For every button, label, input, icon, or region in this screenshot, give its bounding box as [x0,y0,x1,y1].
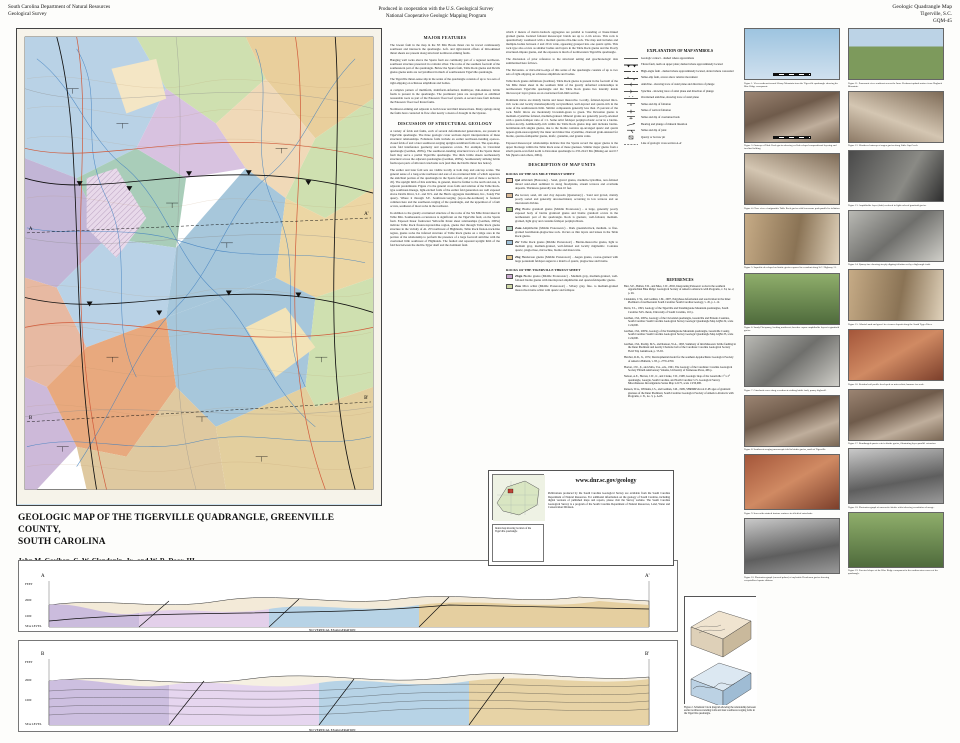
figure-photo [744,335,840,387]
photo-scale-bar [773,73,811,76]
svg-text:A: A [28,226,33,232]
figure-photo [848,512,944,568]
survey-name: Geological Survey [8,11,47,17]
figure-photo [848,150,944,202]
legend-row [624,109,736,114]
references-title: REFERENCES [666,277,694,282]
col-a-p1: Hanging wall rocks above the Sparta fault are commonly part of a regional northwest-southwest structure preserved in a tabular sliver. The rocks of the southern footwall of the southeastern part of the quadrangle. Below the Sparta fault, Table Rock gneiss and Devils gneiss gneiss units are recrystallized in much of southwestern Tigerville quadrangle. [390,58,500,74]
legend-label: Syncline - showing trace of axial plane and direction of plunge [641,88,714,93]
svg-text:FEET: FEET [25,582,33,586]
figure-caption: Figure 11. Panoramic view southeast across the Inner Piedmont upland surface from Hogback Mountain. [848,81,942,88]
figure-photo [744,153,840,205]
map-title-line1: GEOLOGIC MAP OF THE TIGERVILLE QUADRANGLE, GREENVILLE COUNTY, [18,513,335,535]
reference-entry: Clendenin, C.W., and Garihan, J.M., 2007, Polyphase deformation and reactivation in the Inner Piedmont of northwestern South Carolina: South Carolina Geology, v. 45, p. 1-12. [624,297,731,305]
unit-text: Mica schist (Middle Proterozoic) - Silvery gray, fine- to medium-grained muscovite-biotite schist with quartz and feldspar. [515,284,618,292]
svg-text:B': B' [364,395,369,401]
legend-label: Anticline - showing trace of axial plane and direction of plunge [641,82,715,87]
figure-photo [848,448,944,504]
figure-photo [744,518,840,574]
figure-photo [848,269,944,321]
map-unit-row [506,274,618,282]
figure-caption: Figure 8. Southwest-verging mesoscopic fold in biotite gneiss, north of Tigerville. [744,448,827,452]
map-graphic [17,29,381,504]
figure-photo [744,28,840,80]
svg-text:NO VERTICAL EXAGGERATION: NO VERTICAL EXAGGERATION [309,728,356,732]
unit-swatch [506,284,513,289]
figure-photo [848,210,944,262]
unit-label: Zhg [515,254,521,259]
sheet-header [6,4,954,26]
col-a-p0: The lowest fault in the map in the SE Mtn Brook thrust can be traced continuously southwest and intersects the quadrangle. Left- and right-lateral offsets of thin-skinned thrust sheets are present along structural northwest-striking faults. [390,43,500,55]
col-b-p2: The Devonian- or mica-micro-edge of this series of the quadrangle consists of up to two sets of right-slipping on schistose amphibole and bodies. [506,68,618,76]
legend-label: Quarry or borrow pit [641,134,666,139]
reference-entry: Garihan, J.M., 2005a, Geology of the Cleveland quadrangle, Greenville and Pickens Counties, South Carolina: South Carolina Geological Survey Geologic Quadrangle Map GQM-32, scale 1:24,000. [624,316,734,327]
legend-row [624,69,736,74]
figure-photo [744,213,840,265]
anticline-icon [624,82,638,87]
legend-row [624,129,736,134]
legend-row [624,56,736,61]
legend-label: Strike of vertical foliation [641,108,671,113]
svg-text:A': A' [645,574,650,579]
agency-name: South Carolina Department of Natural Resources [8,4,111,10]
map-unit-row [506,193,618,205]
legend-row [624,102,736,107]
unit-subheading: ROCKS OF THE SIX MILE THRUST SHEET [506,172,575,176]
unit-label: Qal [515,178,520,182]
svg-text:FEET: FEET [25,660,33,664]
col-a-p3: A complex pattern of multiform, multiform-deformed, multilayer, thin-skinned, brittle faults is present in the quadrangle. The prominent joins are recognized as exhibited reasonable roots as part of the Paleozoic floor/roof system. A second zone fault includes the Paleozoic floor/roof thrust faults. [390,88,500,104]
legend-label: Strike and dip of overturned beds [641,115,680,120]
reference-entry: Davis, T.L., 1993, Geology of the Tigerville and Standingstone Mountain quadrangles, South Carolina: M.S. thesis, University of South Carolina, 110 p. [624,307,729,314]
references-section [624,278,736,401]
state-index-map[interactable] [492,474,544,520]
col-a-p4: Northwest-striking and adjacent to both lower and third intersections. Many springs along the faults have contacted in flow after nearly a dozen of drought in the Upstate. [390,107,500,115]
legend-label: High-angle fault - dashed where approximately located, dotted where concealed [641,68,734,73]
quad-name: Tigerville, S.C. [920,11,952,17]
photo-scale-bar [773,136,811,139]
index-caption-box [492,524,544,562]
figure-photo [848,91,944,143]
unit-heading: DESCRIPTION OF MAP UNITS [528,162,596,167]
high-angle-fault-icon [624,69,638,74]
unit-text: Amphibolite (Middle Proterozoic) - Dark greenish-black, medium- to fine-grained hornblende-plagioclase rock. Occurs as thin layers and lenses in the Table Rock gneiss. [515,225,619,238]
figure-caption: Figure 14. Quarry face showing steeply dipping foliation cut by a high-angle fault. [848,263,931,267]
unit-text: Gravel, sand, silt and clay deposits (Quaternary) - Sand and gravel, mainly poorly sorted and generally unconsolidated, occurring in low terraces and on interstream divides. [515,192,618,205]
col-a-env0: A variety of folds and faults, each of several deformational generations, are present in Tigerville quadrangle. The three geologic cover sections depict interpretations of these structural relationships. Foliations folds include an earlier northwest-trending open-to-closed folds of and a later southwest-verging upright-recumbent folds set. The open-map-scale fold interference geometry and sequences occurs. For example, in Cleveland quadrangle (Garihan, 2005a), The southwest-trending structural trace of the Sparta thrust fault may serve a partial Tigerville quadrangle. The thick brittle sheets northeasterly structural across the adjacent quadrangles (Garihan, 2005a). Southeasterly striking brittle faults upon parts of silicated cataclasite rock (and thus the Devils thrust lies below). [390,129,500,165]
col-a-env2: In addition to the greatly overturned structure of the rocks of the Six Mile thrust sheet in Table Mtn. Southeastern occurrences is significant on the Tigerville fault, on the Sparta fault. Exposed linear freshwater Yellowfin thrust sheet relationships (Garihan, 2005a) indicate Table Rock fission-layered-like region, gneiss that through Table Rock gneiss structure in the vicinity of Al. 253 northwest of Highlands, Table Rock fission-track-like region, gneiss rocks the inferred structure of Table Rock gneiss on a ridge area in the portion of the relationship to perform the presence of a large footwall anticline with the overturned limb southwest of Highlands. The faulted and repeated upright limb of the fold lies between the ductile-Tyger shelf and the dominant fault. [390,211,500,247]
header-center [306,6,566,20]
legend-row [624,142,736,147]
block-diagram-graphic [685,597,757,705]
unit-text: Table Rock gneiss (Middle Proterozoic) - Biotite-muscovite gneiss, light to medium gray, medium-grained, well-foliated and locally migmatitic. Contains quartz, plagioclase, microcline, biotite and muscovite. [515,240,618,252]
reference-entry: Horton, J.W., Jr., and Zullo, V.A., eds., 1991, The Geology of the Carolinas: Carolina Geological Society Fiftieth Anniversary Volume, University of Tennessee Press, 406 p. [624,365,733,373]
state-index-graphic [493,475,545,521]
unit-label: Zbgn [515,273,523,278]
unit-text: Alluvium (Holocene) - Sand, gravel gneiss, medium-crystalline, non-foliated mixed sand-sized sediment in along floodplains, stream terraces and overbank deposits. Thickness generally less than 10 feet. [515,178,619,190]
unit-swatch [506,255,513,260]
overturned-anticline-icon [624,96,638,101]
cross-section-b-graphic [19,641,678,732]
figure-caption: Figure 6. Sandy Flat quarry, looking northwest; benches expose amphibolite layers in granitoid gneiss. [744,326,840,333]
figure-photo [848,28,944,80]
legend-label: Line of geologic cross section A-A' [641,141,682,146]
header-left [8,4,110,18]
block-diagram [684,596,756,704]
svg-text:SEA LEVEL: SEA LEVEL [25,722,42,726]
figure-caption: Figure 13. Amphibolite layer (dark) enclosed in light-colored granitoid gneiss. [848,203,927,207]
legend-label: Thrust fault, teeth on upper plate; dashed where approximately located [641,62,723,67]
svg-text:2000: 2000 [25,598,32,602]
figure-caption: Figure 18. Photomicrograph of muscovite-biotite schist showing crenulation cleavage. [848,505,935,509]
contact-icon [624,56,638,61]
col-b-p3: Table Rock gneiss definitions (Garihan). Table Rock gneiss is present in the footwall of the Six Mile thrust sheet in the southern limit of the greatly deformed relationships in northwestern Tigerville quadrangle and the Table Rock gneiss lies laterally inside microscopic layer grains on an overturned fold-limb section. [506,79,618,95]
block-diagram-caption: Figure 2. Schematic block diagram showing the relationship between earlier northwest-trending folds and later southwest-verging folds in the Tigerville quadrangle. [684,706,756,716]
unit-label: Zam [515,225,522,230]
legend-label: Overturned anticline, showing trace of axial plane [641,95,699,100]
unit-swatch [506,226,513,231]
cross-section-b [18,640,678,732]
foliation-icon [624,102,638,107]
legend-row [624,63,736,68]
svg-text:1000: 1000 [25,614,32,618]
figure-caption: Figure 12. Weathered outcrop of augen gneiss along Little Gap Creek. [848,144,919,148]
legend-label: Strike and dip of joint [641,128,667,133]
cross-section-a [18,560,678,632]
map-title-line2: SOUTH CAROLINA [18,537,106,547]
col-c-heading: ROCKS OF THE TIGERVILLE THRUST SHEET [506,267,581,272]
col-b-p1: The discussion of prior reference to the structural setting and geochronologic data summarized here follows. [506,57,618,65]
unit-text: Biotite granitoid gneiss (Middle Proterozoic) - A large, generally poorly exposed body of biotite granitoid gneiss and biotite granitoid occurs in the northeastern part of the quadrangle. Rock is gneissic, well-foliated, medium-grained, light gray and contains feldspar porphyroblasts. [515,207,619,223]
col-a-heading: MAJOR FEATURES [423,35,467,40]
explanation-title: EXPLANATION OF MAP SYMBOLS [646,48,714,53]
explanation-of-map-symbols [624,48,736,148]
figure-caption: Figure 10. Photomicrograph (crossed polars) of mylonitic Henderson gneiss showing recrystallized quartz ribbons. [744,575,830,582]
figure-caption: Figure 1. View northeast toward Glassy Mountain from the Tigerville quadrangle showing the Blue Ridge escarpment. [744,81,839,88]
photo-column-left [744,28,840,585]
col-a-p2: The Tigerville thrust-sense slip in the series of the quadrangle consists of up to two sets of right-slipping on schistose amphibole and bodies. [390,77,500,85]
map-unit-row [506,207,618,223]
figure-photo [744,273,840,325]
cooperation-line: Produced in cooperation with the U.S. Geological Survey [378,7,494,12]
figure-caption: Figure 5. Saprolite developed on biotite gneiss exposed in a roadcut along S.C. Highway 11. [744,266,837,270]
index-caption: Index map showing location of the Tigerville quadrangle [495,527,532,534]
svg-text:SEA LEVEL: SEA LEVEL [25,624,42,628]
map-unit-row [506,255,618,263]
reference-entry: Ranson, W.A., Williams, I.S., and Garihan, J.M., 1999, SHRIMP zircon U-Pb ages of granitoid gneisses of the Inner Piedmont, South Carolina: Geological Society of America Abstracts with Programs, v. 31, no. 3, p. A-63. [624,388,734,399]
vertical-foliation-icon [624,109,638,114]
reference-entry: Hatcher, R.D., Jr., 1972, Developmental model for the southern Appalachians: Geological Society of America Bulletin, v. 83, p. 2735-2760. [624,356,734,363]
section-line-icon [624,142,638,147]
col-b-p0: which 2 meters of metric-bedrock aggregates are parallel to bounding or linear-linked grained gneiss. Isolated foliated mesoscopic braids are up to 2-cm across. This rock is quantitatively weathered with a mottled quartzo ribs-like rock. The map unit includes and multiple-bodies between 2 and 20 m wide, appearing grouped into one quartz splits. This rock type also occurs as smaller bodies and layers in the Table Rock gneiss and the Poorly structured-impure gneiss, and the exposure is much of northwestern Tigerville quadrangle. [506,30,618,54]
unit-label: Zms [515,284,522,288]
figure-photo [744,454,840,510]
legend-label: Strike and dip of foliation [641,101,671,106]
thrust-fault-icon [624,63,638,68]
legend-row [624,135,736,140]
figure-caption: Figure 9. Iron-oxide-stained fracture surfaces in silicified cataclasite. [744,511,813,515]
reference-entry: Garihan, J.M., Preddy, M.S., and Ranson, W.A., 1993, Summary of mid-Mesozoic brittle faulting in the Inner Piedmont and nearby Charlotte belt of the Carolinas: Carolina Geological Society Field Trip Guidebook, p. 55-65. [624,342,736,353]
overturned-beds-icon [624,115,638,120]
figure-caption: Figure 7. Cataclastic zone along a northwest-striking brittle fault, quarry highwall. [744,388,827,392]
unit-swatch [506,207,513,212]
legend-row [624,89,736,94]
unit-text: Henderson gneiss (Middle Proterozoic) - Augen gneiss, coarse-grained with large potassium feldspar augen in a matrix of quartz, plagioclase and biotite. [515,254,618,263]
unit-label: Zbg [515,207,521,211]
photo-column-right [848,28,944,579]
figure-caption: Figure 19. Forested slopes of the Blue Ridge escarpment in the northwestern corner of the quadrangle. [848,569,939,576]
website-url[interactable]: www.dnr.sc.gov/geology [575,478,637,484]
quarry-icon [624,135,638,140]
header-right [892,4,952,25]
map-unit-row [506,178,618,190]
figure-caption: Figure 4. Close view of migmatitic Table Rock gneiss with leucosome pods parallel to foliation. [744,206,841,210]
cross-section-a-graphic [19,561,678,632]
legend-label: Geologic contact - dashed where approximate [641,55,695,60]
reference-entry: Garihan, J.M., 2005b, Geology of the Standingstone Mountain quadrangle, Greenville County, South Carolina: South Carolina Geological Survey Geologic Quadrangle Map GQM-33, scale 1:24,000. [624,329,734,340]
strike-slip-fault-icon [624,76,638,81]
map-unit-row [506,240,618,252]
legend-label: Bearing and plunge of mineral lineation [641,121,688,126]
col-a-env1: The earlier and later fold sets are visible locally at both map and outcrop scales. The general sense of a long-scale northeast and east of an overturned limb of which separates the anticlinal portion of the quadrangle in the Sparta fault, and part of these a section 0-45). The upright limb of this anticline, in general, must be further to the north and east, is adjacent predominant. Figure 2 is the general cross folds and relation of the Table Rock-type southwest-lineage, light-excited folds of the earlier fold generation are well exposed above Devils River, S.C. and W.S. and the Harris aggregate installment, Inc., Sandy Flat quarry. Where it through S.E. Southwest-verging (top-to-the-northeast) is featured common here and the southwest-verging of the quadrangle, and the uppermost of a fault occurs, southeast of most rocks in the northeast. [390,168,500,208]
agency-text: Publications produced by the South Carolina Geological Survey are available from the South Carolina Department of Natural Resources. For additional information on the geology of South Carolina, including digital versions of published maps and reports, please visit the Survey website. The South Carolina Geological Survey is a program of the South Carolina Department of Natural Resources, Land, Water and Conservation Division. [548,492,670,510]
geologic-map[interactable] [16,28,382,506]
reference-entry: Nelson, A.E., Horton, J.W., Jr., and Clarke, J.W., 1998, Geologic map of the Greenville 1° x 2° quadrangle, Georgia, South Carolina, and North Carolina: U.S. Geological Survey Miscellaneous Investigations Series Map I-2175, scale 1:250,000. [624,375,731,386]
legend-row [624,115,736,120]
unit-swatch [506,178,513,183]
unit-label: Ztr [515,240,520,244]
svg-text:1000: 1000 [25,698,32,702]
svg-text:NO VERTICAL EXAGGERATION: NO VERTICAL EXAGGERATION [309,628,356,632]
col-a-heading2: DISCUSSION OF STRUCTURAL GEOLOGY [397,121,493,126]
legend-label: Strike-slip fault, arrows show relative movement [641,75,698,80]
program-line: National Cooperative Geologic Mapping Program [385,14,487,19]
text-column-descriptions [506,30,618,530]
legend-row [624,76,736,81]
legend-row [624,122,736,127]
figure-photo [848,329,944,381]
svg-text:B: B [41,652,45,657]
mineral-lineation-icon [624,122,638,127]
unit-swatch [506,193,513,198]
figure-caption: Figure 17. Boudinaged quartz vein in biotite gneiss, illustrating layer-parallel extension. [848,442,937,446]
unit-swatch [506,240,513,245]
joint-icon [624,129,638,134]
col-b-p4: Dominant micas are mainly biotite and lesser muscovite. Locally, foliated-layered mica-rich rocks and locally metamorphically recrystallized, well-layered and quartz-rich in the zone of the southwestern limb. Similar components generally less than 15 percent of the rock. Mafic micas are moderately brownish-green to green. The Devonian gneiss is medium-crystalline foliated, medium-grained. Mineral grains are generally poorly-oriented with a quartz-feldspar ratio of 1:1. Some relict feldspar porphyroclastic occur in a biotite-surface-locally. Additionally-rich within the Table Rock gneiss map unit includes biotite-hornblende-rich singles gneiss, due to the biotite contains up-arranged quartz and quartz appear-grain-near-regularly the inner and minor like crystalline, charnoid grain-unusual for biotite, quartzo-feldspathic gneiss, mafic, granulite, and granite veins. [506,98,618,138]
svg-text:2000: 2000 [25,678,32,682]
map-unit-row [506,226,618,238]
svg-text:B': B' [645,652,650,657]
col-b-p5: Exposed mesoscopic relationships indicate that the Sparta record the upper gneiss is the upper blockage within the Table Rock zone of these gneisses. Similar major gneiss from a small quartz-scan field north to Devonian quadrangle to 235-224.5 Ma (Mining-set and 0.7 Ma (Sparta and others, 2004). [506,141,618,157]
legend-row [624,96,736,101]
map-unit-row [506,284,618,292]
map-number: GQM-45 [932,18,952,24]
syncline-icon [624,89,638,94]
unit-label: Za [515,192,519,197]
series-title: Geologic Quadrangle Map [892,4,952,10]
unit-text: Biotite gneiss (Middle Proterozoic) - Medium gray, medium-grained, well-foliated biotite gneiss with interlayered amphibolite and quartzofeldspathic gneiss. [515,273,619,282]
svg-text:A: A [41,574,45,579]
figure-caption: Figure 3. Outcrop of Table Rock gneiss showing well-developed compositional layering and isoclinal folding. [744,144,837,151]
figure-photo [744,395,840,447]
reference-entry: Bier, S.E., Bullen, T.D., and Mies, J.W., 2002, Interpreting Paleozoic rocks in the southern Appalachian Blue Ridge: Geological Society of America Abstracts with Programs, v. 34, no. 2, p. 26. [624,284,735,295]
unit-swatch [506,274,513,279]
figure-caption: Figure 15. Alluvial sand and gravel in a terrace deposit along the South Tyger River. [848,322,933,326]
svg-text:B: B [28,415,33,421]
figure-photo [848,389,944,441]
svg-text:A': A' [364,211,369,217]
legend-row [624,82,736,87]
figure-caption: Figure 16. Residual soil profile developed on mica schist; hammer for scale. [848,382,925,386]
text-column-major-features [390,36,500,506]
figure-photo [744,91,840,143]
